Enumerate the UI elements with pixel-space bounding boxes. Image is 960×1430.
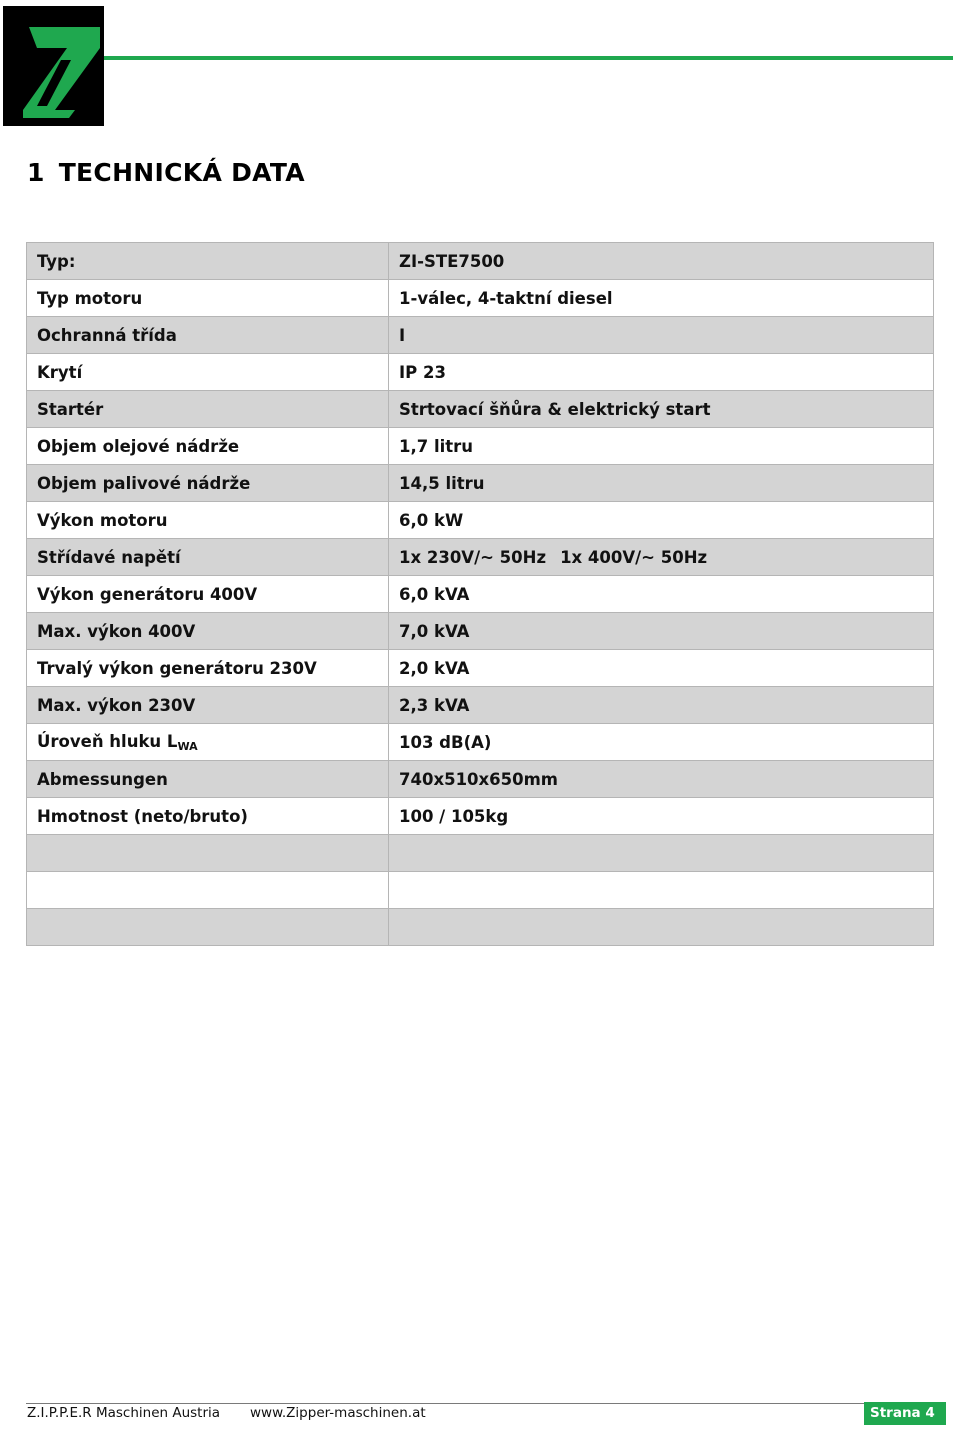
table-row — [27, 243, 934, 280]
table-row-empty — [27, 909, 934, 946]
empty-cell — [389, 835, 934, 872]
table-row — [27, 687, 934, 724]
spec-value: 1,7 litru — [389, 428, 934, 465]
spec-label: Trvalý výkon generátoru 230V — [27, 650, 389, 687]
spec-label: Typ motoru — [27, 280, 389, 317]
spec-value: 6,0 kVA — [389, 576, 934, 613]
spec-label: Objem olejové nádrže — [27, 428, 389, 465]
footer-website-link[interactable]: www.Zipper-maschinen.at — [250, 1405, 426, 1421]
table-row — [27, 539, 934, 576]
spec-label — [27, 724, 389, 761]
spec-value: 6,0 kW — [389, 502, 934, 539]
table-row — [27, 761, 934, 798]
table-row-empty — [27, 835, 934, 872]
table-row — [27, 465, 934, 502]
spec-value-400v: 1x 400V/~ 50Hz — [560, 547, 708, 567]
section-number: 1 — [27, 158, 45, 187]
empty-cell — [27, 872, 389, 909]
spec-value: 103 dB(A) — [389, 724, 934, 761]
empty-cell — [27, 909, 389, 946]
table-row — [27, 317, 934, 354]
zipper-z-logo-icon — [3, 6, 104, 126]
spec-value: I — [389, 317, 934, 354]
noise-label-text: Úroveň hluku L — [37, 731, 178, 751]
spec-value-230v: 1x 230V/~ 50Hz — [399, 547, 547, 567]
empty-cell — [389, 909, 934, 946]
spec-value: 740x510x650mm — [389, 761, 934, 798]
table-row — [27, 502, 934, 539]
spec-label: Hmotnost (neto/bruto) — [27, 798, 389, 835]
page-number-badge: Strana 4 — [864, 1402, 946, 1425]
spec-value: 2,0 kVA — [389, 650, 934, 687]
spec-value: ZI-STE7500 — [389, 243, 934, 280]
table-row — [27, 798, 934, 835]
table-row — [27, 613, 934, 650]
table-row — [27, 280, 934, 317]
spec-label: Startér — [27, 391, 389, 428]
spec-label: Typ: — [27, 243, 389, 280]
spec-value: 1-válec, 4-taktní diesel — [389, 280, 934, 317]
spec-label: Max. výkon 400V — [27, 613, 389, 650]
zipper-logo — [3, 6, 104, 126]
spec-value: IP 23 — [389, 354, 934, 391]
table-row-empty — [27, 872, 934, 909]
header-rule — [104, 56, 953, 60]
section-title-text: TECHNICKÁ DATA — [58, 158, 305, 187]
table-row — [27, 391, 934, 428]
table-row — [27, 650, 934, 687]
table-row — [27, 724, 934, 761]
spec-value: Strtovací šňůra & elektrický start — [389, 391, 934, 428]
empty-cell — [27, 835, 389, 872]
spec-label: Objem palivové nádrže — [27, 465, 389, 502]
spec-label: Krytí — [27, 354, 389, 391]
spec-label: Max. výkon 230V — [27, 687, 389, 724]
section-title — [27, 158, 305, 187]
spec-label: Ochranná třída — [27, 317, 389, 354]
spec-value: 100 / 105kg — [389, 798, 934, 835]
spec-value: 14,5 litru — [389, 465, 934, 502]
footer-company: Z.I.P.P.E.R Maschinen Austria — [27, 1405, 221, 1421]
spec-label: Střídavé napětí — [27, 539, 389, 576]
table-row — [27, 576, 934, 613]
footer-rule — [26, 1403, 946, 1404]
empty-cell — [389, 872, 934, 909]
noise-label-subscript: WA — [177, 739, 198, 753]
spec-label: Výkon generátoru 400V — [27, 576, 389, 613]
technical-data-table — [26, 242, 934, 946]
spec-value: 2,3 kVA — [389, 687, 934, 724]
spec-value: 7,0 kVA — [389, 613, 934, 650]
table-row — [27, 428, 934, 465]
spec-label: Abmessungen — [27, 761, 389, 798]
spec-value — [389, 539, 934, 576]
spec-label: Výkon motoru — [27, 502, 389, 539]
table-row — [27, 354, 934, 391]
